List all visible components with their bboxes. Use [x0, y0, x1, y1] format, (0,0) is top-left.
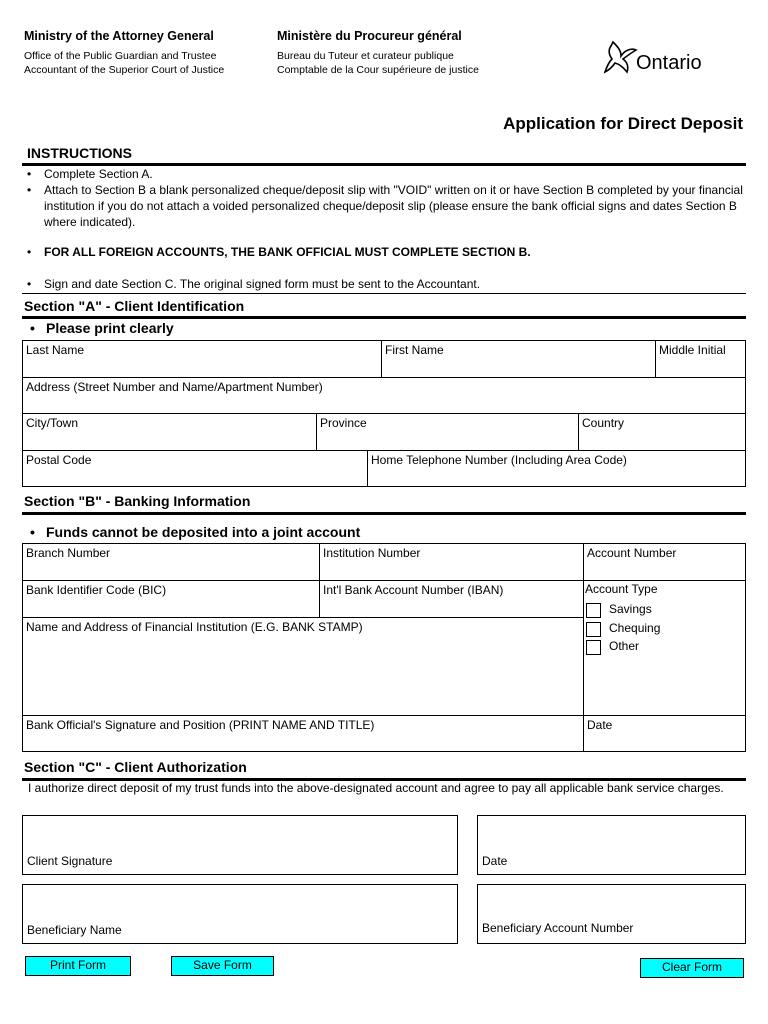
- city-label: City/Town: [26, 416, 79, 430]
- account-number-label: Account Number: [587, 546, 677, 560]
- instructions-heading: INSTRUCTIONS: [27, 145, 132, 161]
- postal-code-label: Postal Code: [26, 453, 92, 467]
- instruction-item-3: FOR ALL FOREIGN ACCOUNTS, THE BANK OFFICIAL MUST COMPLETE SECTION B.: [44, 245, 531, 259]
- home-phone-label: Home Telephone Number (Including Area Code): [371, 453, 627, 467]
- bullet: •: [27, 277, 32, 291]
- iban-label: Int'l Bank Account Number (IBAN): [323, 583, 504, 597]
- institution-name-field[interactable]: [22, 617, 584, 716]
- chequing-checkbox[interactable]: [586, 622, 601, 637]
- savings-checkbox[interactable]: [586, 603, 601, 618]
- last-name-field[interactable]: [22, 340, 382, 378]
- en-office-line-1: Office of the Public Guardian and Trustee: [24, 50, 217, 62]
- middle-initial-label: Middle Initial: [659, 343, 726, 357]
- client-date-label: Date: [482, 854, 508, 868]
- instruction-item-4: Sign and date Section C. The original signed form must be sent to the Accountant.: [44, 277, 481, 291]
- beneficiary-account-field[interactable]: [477, 884, 746, 944]
- fr-ministry-name: Ministère du Procureur général: [277, 29, 462, 43]
- client-signature-label: Client Signature: [27, 854, 113, 868]
- bank-signature-label: Bank Official's Signature and Position (PRINT NAME AND TITLE): [26, 718, 375, 732]
- bic-field[interactable]: [22, 580, 320, 618]
- institution-number-label: Institution Number: [323, 546, 421, 560]
- client-signature-field[interactable]: [22, 815, 458, 875]
- country-label: Country: [582, 416, 625, 430]
- bic-label: Bank Identifier Code (BIC): [26, 583, 167, 597]
- bank-date-field[interactable]: [583, 715, 746, 752]
- beneficiary-account-label: Beneficiary Account Number: [482, 921, 634, 935]
- ontario-logo: [603, 38, 713, 78]
- section-a-heading: Section "A" - Client Identification: [24, 298, 245, 314]
- home-phone-field[interactable]: [367, 450, 746, 487]
- iban-field[interactable]: [319, 580, 584, 618]
- bullet: •: [27, 245, 32, 259]
- form-title: Application for Direct Deposit: [503, 114, 743, 133]
- section-c-heading: Section "C" - Client Authorization: [24, 759, 247, 775]
- print-form-button[interactable]: Print Form: [25, 956, 131, 976]
- first-name-label: First Name: [385, 343, 444, 357]
- institution-number-field[interactable]: [319, 543, 584, 581]
- account-number-field[interactable]: [583, 543, 746, 581]
- fr-office-line-1: Bureau du Tuteur et curateur publique: [277, 50, 454, 62]
- last-name-label: Last Name: [26, 343, 85, 357]
- instruction-item-1: Complete Section A.: [44, 167, 153, 181]
- bullet: •: [30, 524, 35, 540]
- first-name-field[interactable]: [381, 340, 656, 378]
- beneficiary-name-label: Beneficiary Name: [27, 923, 122, 937]
- province-label: Province: [320, 416, 367, 430]
- bank-date-label: Date: [587, 718, 613, 732]
- chequing-label: Chequing: [609, 621, 661, 635]
- authorization-text: I authorize direct deposit of my trust funds into the above-designated account and agree to pay all applicable bank service charges.: [28, 781, 724, 795]
- clear-form-button[interactable]: Clear Form: [640, 958, 744, 978]
- province-field[interactable]: [316, 413, 579, 451]
- other-checkbox[interactable]: [586, 640, 601, 655]
- bullet: •: [27, 167, 32, 181]
- branch-number-label: Branch Number: [26, 546, 111, 560]
- en-office-line-2: Accountant of the Superior Court of Justice: [24, 64, 225, 76]
- section-b-rule: [22, 512, 746, 515]
- institution-name-label: Name and Address of Financial Institution (E.G. BANK STAMP): [26, 620, 363, 634]
- ontario-wordmark: Ontario: [636, 52, 702, 74]
- middle-initial-field[interactable]: [655, 340, 746, 378]
- client-date-field[interactable]: [477, 815, 746, 875]
- bullet: •: [30, 320, 35, 336]
- section-b-heading: Section "B" - Banking Information: [24, 493, 251, 509]
- country-field[interactable]: [578, 413, 746, 451]
- city-field[interactable]: [22, 413, 317, 451]
- branch-number-field[interactable]: [22, 543, 320, 581]
- section-b-note: Funds cannot be deposited into a joint account: [46, 524, 361, 540]
- account-type-group: [583, 580, 746, 716]
- address-label: Address (Street Number and Name/Apartment Number): [26, 380, 323, 394]
- section-a-rule: [22, 316, 746, 319]
- account-type-label: Account Type: [585, 582, 658, 596]
- instruction-item-2: Attach to Section B a blank personalized cheque/deposit slip with "VOID" written on it or have Section B completed by your financial institution if you do not attach a voided personalized cheque/deposit slip (please ensure the bank official signs and dates Section B where indicated).: [44, 183, 743, 229]
- savings-label: Savings: [609, 602, 652, 616]
- postal-code-field[interactable]: [22, 450, 368, 487]
- trillium-icon: [603, 38, 639, 76]
- other-label: Other: [609, 639, 640, 653]
- en-ministry-name: Ministry of the Attorney General: [24, 29, 214, 43]
- beneficiary-name-field[interactable]: [22, 884, 458, 944]
- instructions-bottom-rule: [22, 293, 746, 294]
- fr-office-line-2: Comptable de la Cour supérieure de justice: [277, 64, 479, 76]
- bullet: •: [27, 183, 32, 197]
- address-field[interactable]: [22, 377, 746, 414]
- save-form-button[interactable]: Save Form: [171, 956, 274, 976]
- bank-signature-field[interactable]: [22, 715, 584, 752]
- section-a-note: Please print clearly: [46, 320, 174, 336]
